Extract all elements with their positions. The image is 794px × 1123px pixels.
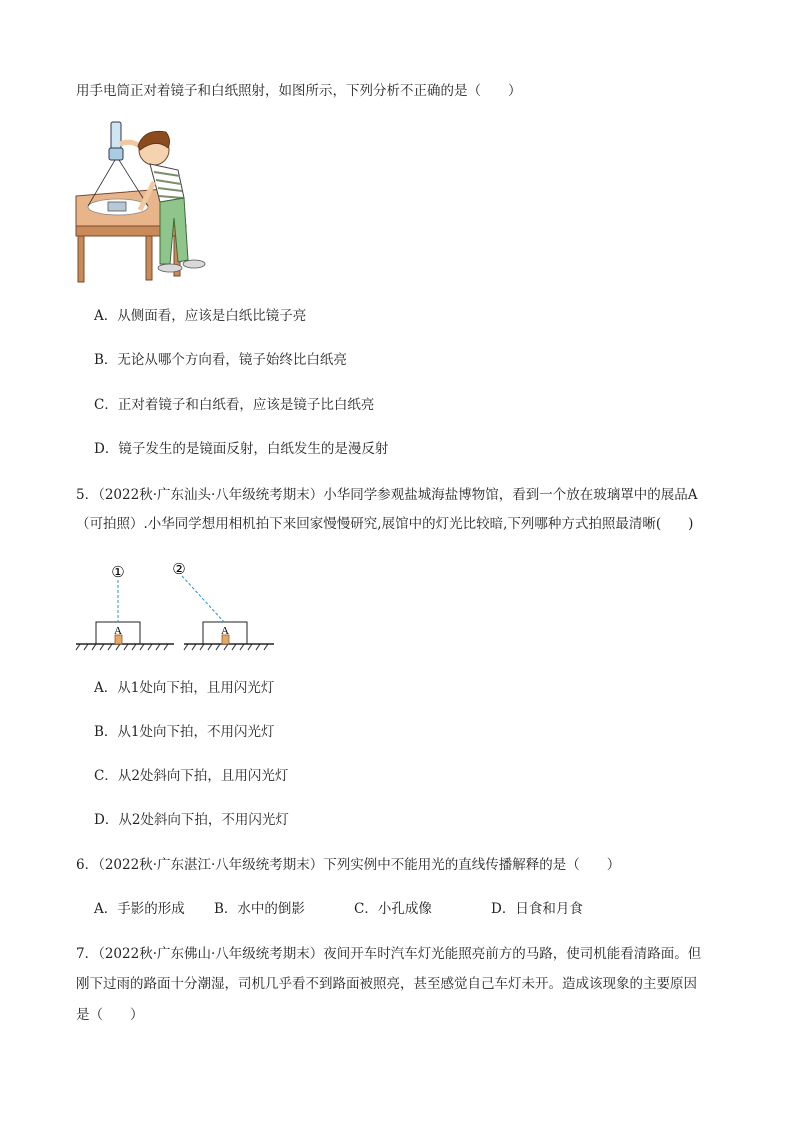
q7-stem-line1: 7．（2022秋·广东佛山·八年级统考期末）夜间开车时汽车灯光能照亮前方的马路，使司机能看清路面。但 [76, 946, 702, 962]
q5-option-d: D．从2处斜向下拍，不用闪光灯 [94, 812, 289, 828]
q4-option-d: D．镜子发生的是镜面反射，白纸发生的是漫反射 [94, 441, 389, 457]
q5-option-a: A．从1处向下拍，且用闪光灯 [94, 680, 275, 696]
q6-option-d: D．日食和月食 [491, 901, 583, 917]
q4-option-c: C．正对着镜子和白纸看，应该是镜子比白纸亮 [94, 397, 375, 413]
camera-position-figure [74, 558, 278, 658]
position-2-label: ② [172, 560, 186, 578]
q4-option-a: A．从侧面看，应该是白纸比镜子亮 [94, 308, 307, 324]
q4-option-b: B．无论从哪个方向看，镜子始终比白纸亮 [94, 352, 347, 368]
q7-stem-line2: 刚下过雨的路面十分潮湿，司机几乎看不到路面被照亮，甚至感觉自己车灯未开。造成该现象的主要原因 [76, 976, 697, 992]
position-1-label: ① [111, 563, 125, 581]
box-label-right: A [221, 625, 229, 637]
q6-option-c: C．小孔成像 [354, 901, 432, 917]
q6-stem: 6．（2022秋·广东湛江·八年级统考期末）下列实例中不能用光的直线传播解释的是（ ） [76, 857, 621, 873]
box-label-left: A [114, 625, 122, 637]
q4-stem: 用手电筒正对着镜子和白纸照射，如图所示，下列分析不正确的是（ ） [76, 83, 522, 99]
flashlight-mirror-figure [74, 118, 214, 283]
q5-stem-line1: 5．（2022秋·广东汕头·八年级统考期末）小华同学参观盐城海盐博物馆，看到一个放在玻璃罩中的展品A [76, 487, 698, 503]
q6-option-a: A．手影的形成 [94, 901, 185, 917]
q5-option-b: B．从1处向下拍，不用闪光灯 [94, 724, 275, 740]
q5-stem-line2: （可拍照）.小华同学想用相机拍下来回家慢慢研究,展馆中的灯光比较暗,下列哪种方式拍照最清晰( ) [76, 516, 694, 532]
q5-option-c: C．从2处斜向下拍，且用闪光灯 [94, 768, 289, 784]
q7-stem-line3: 是（ ） [76, 1007, 144, 1023]
q6-option-b: B．水中的倒影 [214, 901, 305, 917]
